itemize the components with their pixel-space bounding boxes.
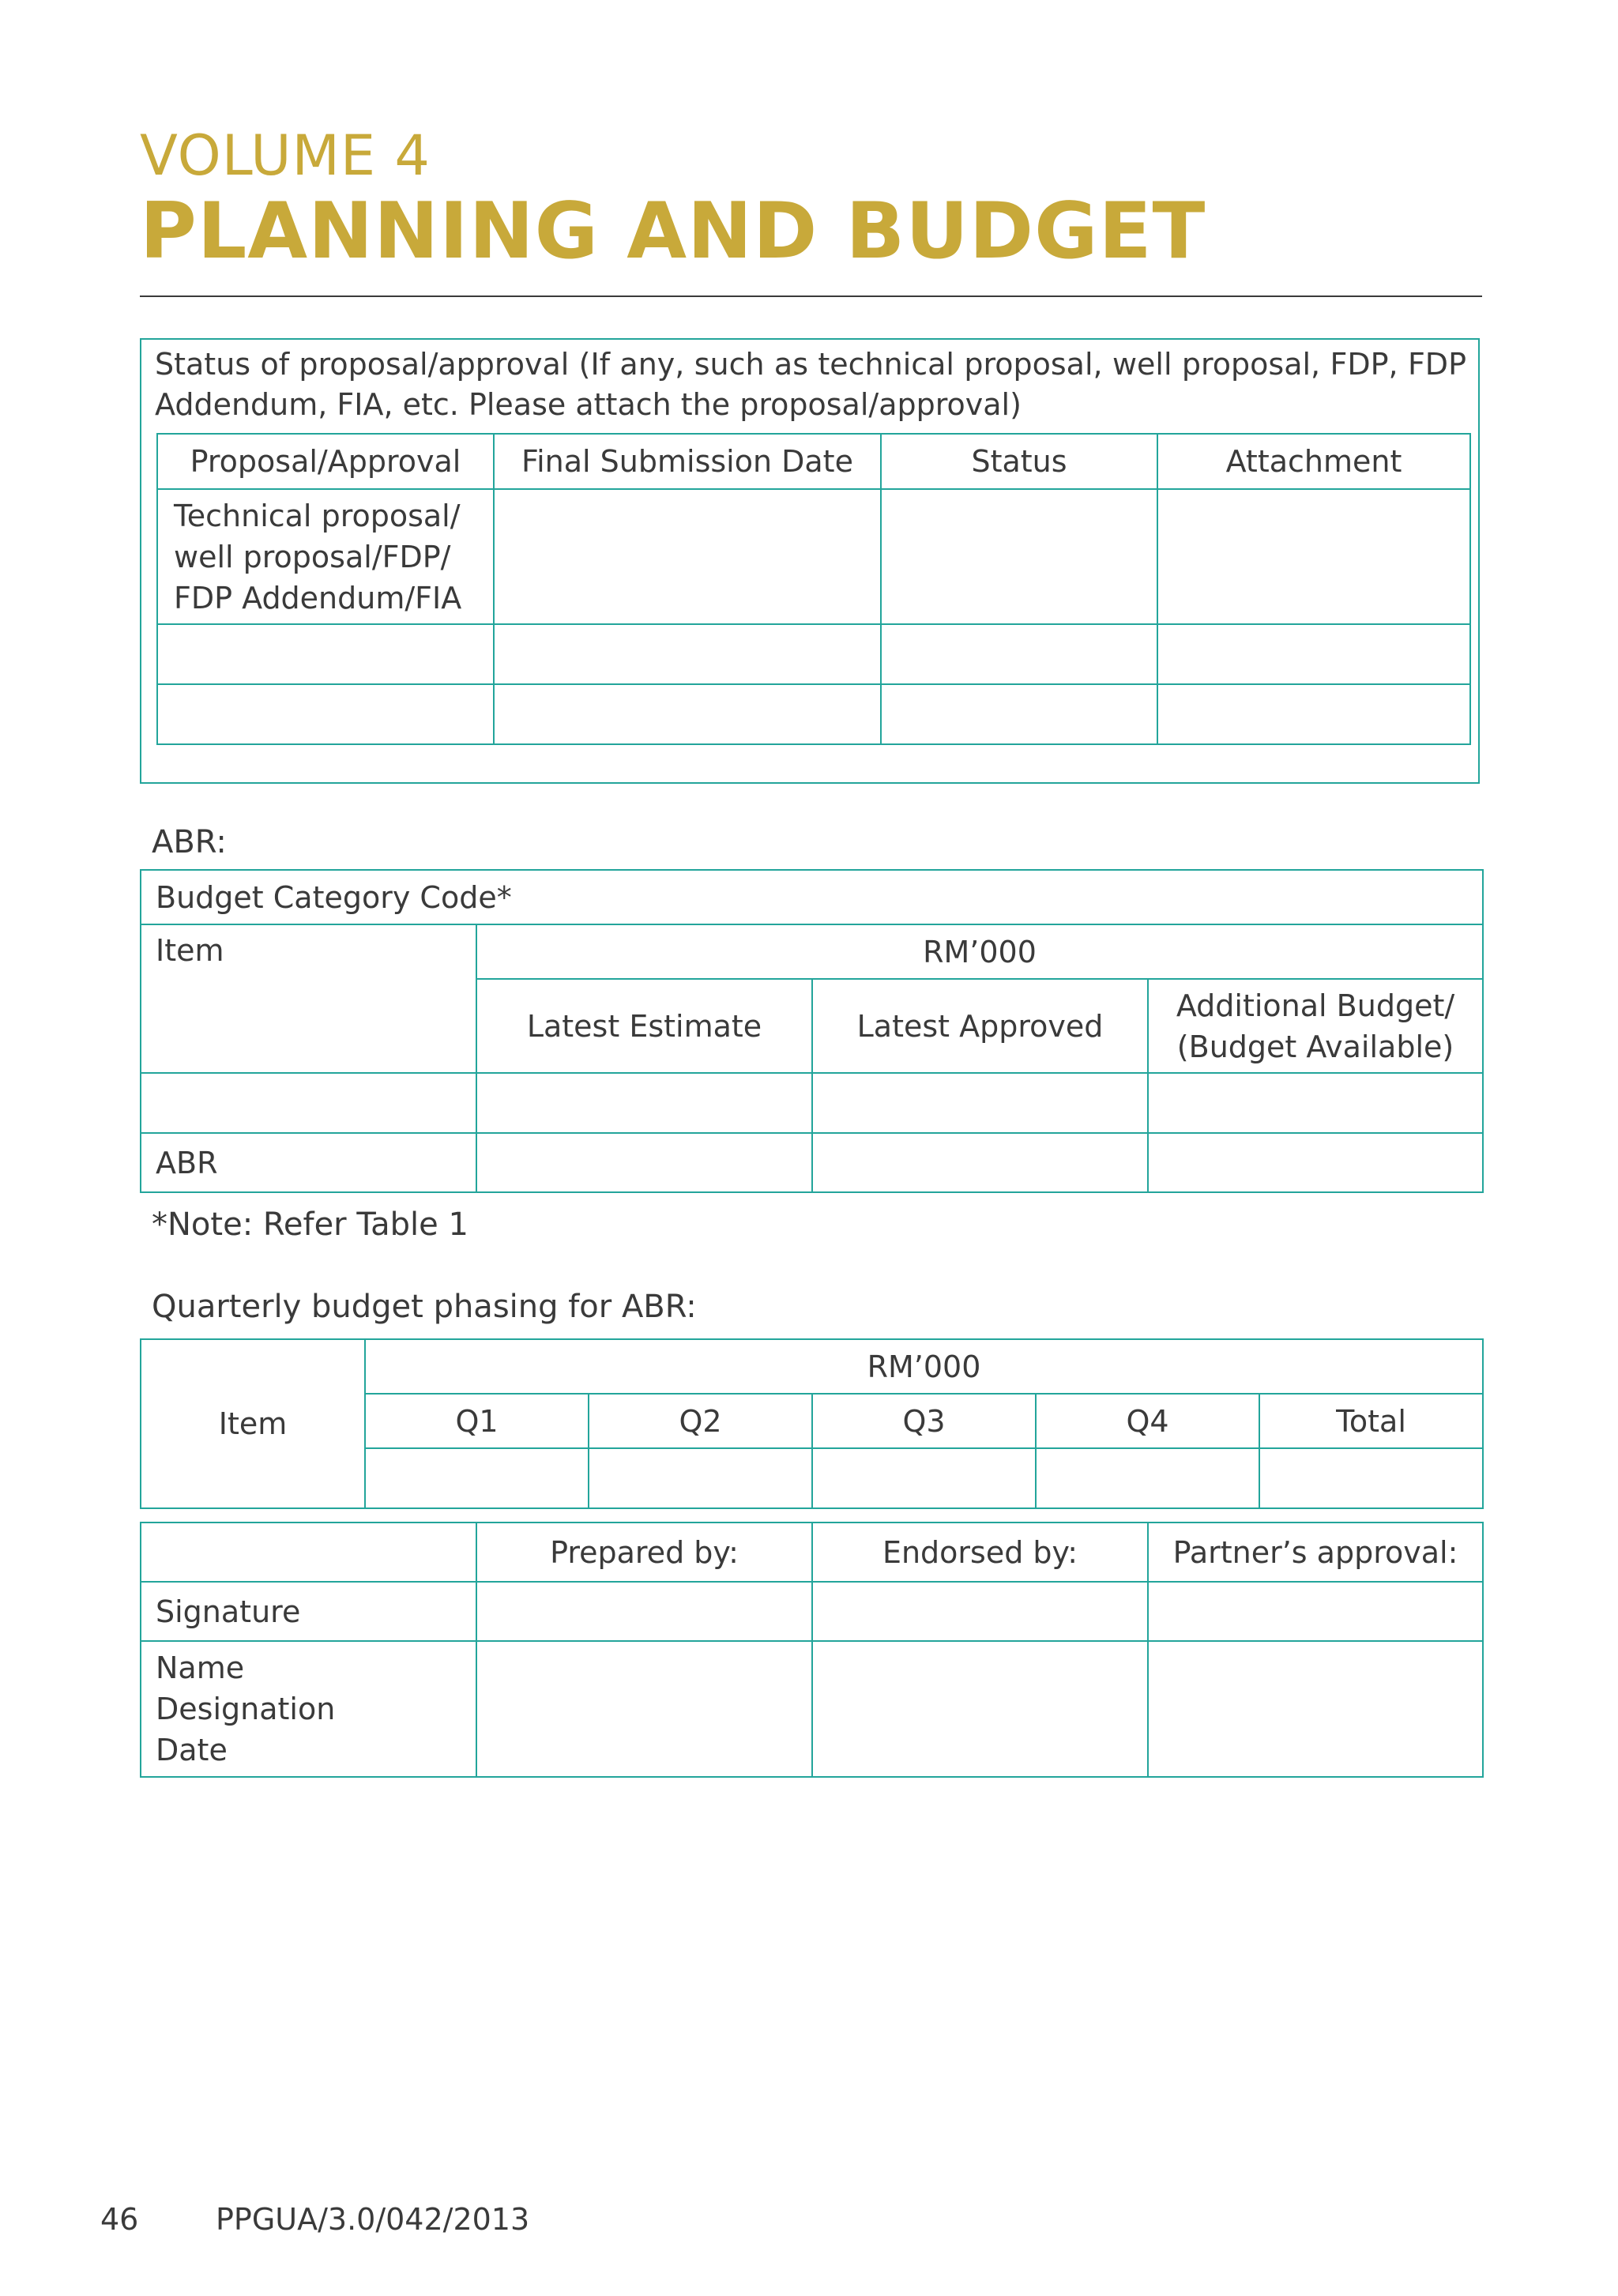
proposal-status-intro: Status of proposal/approval (If any, such as technical proposal, well proposal, FDP, FDP Addendum, FIA, etc. Please attach the proposal/approval) <box>155 347 1466 422</box>
signoff-table <box>140 1522 1484 1778</box>
abr-latest-approved-cell[interactable] <box>812 1133 1148 1192</box>
header-divider <box>140 295 1482 297</box>
col-header-latest-estimate: Latest Estimate <box>476 979 812 1073</box>
status-cell[interactable] <box>881 489 1157 624</box>
document-code: PPGUA/3.0/042/2013 <box>216 2202 530 2237</box>
proposal-type-cell[interactable] <box>157 684 494 744</box>
additional-budget-cell[interactable] <box>1148 1073 1483 1133</box>
attachment-cell[interactable] <box>1157 624 1470 684</box>
final-submission-date-cell[interactable] <box>494 489 881 624</box>
table-row <box>141 1133 1483 1192</box>
q1-cell[interactable] <box>365 1448 589 1508</box>
proposal-table <box>156 433 1471 745</box>
latest-estimate-cell[interactable] <box>476 1073 812 1133</box>
abr-row-label: ABR <box>141 1133 476 1192</box>
abr-table <box>140 869 1484 1193</box>
table-row <box>157 489 1470 624</box>
status-cell[interactable] <box>881 624 1157 684</box>
endorsed-by-details-cell[interactable] <box>812 1641 1148 1777</box>
item-header: Item <box>141 924 476 1073</box>
table-row <box>141 1641 1483 1777</box>
prepared-by-signature-cell[interactable] <box>476 1582 812 1641</box>
name-label: Name <box>156 1650 245 1685</box>
volume-label: VOLUME 4 <box>140 123 431 188</box>
designation-label: Designation <box>156 1692 336 1726</box>
page-title: PLANNING AND BUDGET <box>140 186 1206 277</box>
abr-label: ABR: <box>152 824 227 860</box>
quarterly-label: Quarterly budget phasing for ABR: <box>152 1289 697 1325</box>
endorsed-by-signature-cell[interactable] <box>812 1582 1148 1641</box>
col-header-final-submission-date: Final Submission Date <box>494 434 881 489</box>
signoff-corner-cell <box>141 1523 476 1582</box>
col-header-q4: Q4 <box>1036 1394 1259 1448</box>
abr-latest-estimate-cell[interactable] <box>476 1133 812 1192</box>
table-row <box>141 1582 1483 1641</box>
q2-cell[interactable] <box>589 1448 812 1508</box>
col-header-partners-approval: Partner’s approval: <box>1148 1523 1483 1582</box>
abr-note: *Note: Refer Table 1 <box>152 1206 468 1243</box>
budget-category-code: Budget Category Code* <box>141 870 1483 924</box>
col-header-q2: Q2 <box>589 1394 812 1448</box>
details-labels <box>141 1641 476 1777</box>
attachment-cell[interactable] <box>1157 489 1470 624</box>
table-row <box>157 684 1470 744</box>
col-header-proposal: Proposal/Approval <box>157 434 494 489</box>
col-header-latest-approved: Latest Approved <box>812 979 1148 1073</box>
item-cell[interactable] <box>141 1073 476 1133</box>
partner-details-cell[interactable] <box>1148 1641 1483 1777</box>
q3-cell[interactable] <box>812 1448 1036 1508</box>
prepared-by-details-cell[interactable] <box>476 1641 812 1777</box>
abr-additional-budget-cell[interactable] <box>1148 1133 1483 1192</box>
date-label: Date <box>156 1733 228 1767</box>
latest-approved-cell[interactable] <box>812 1073 1148 1133</box>
col-header-additional-budget: Additional Budget/ (Budget Available) <box>1148 979 1483 1073</box>
quarterly-table <box>140 1338 1484 1509</box>
q4-cell[interactable] <box>1036 1448 1259 1508</box>
signature-label: Signature <box>141 1582 476 1641</box>
col-header-status: Status <box>881 434 1157 489</box>
status-cell[interactable] <box>881 684 1157 744</box>
page-number: 46 <box>100 2202 139 2237</box>
col-header-q1: Q1 <box>365 1394 589 1448</box>
currency-header: RM’000 <box>476 924 1483 979</box>
col-header-endorsed-by: Endorsed by: <box>812 1523 1148 1582</box>
partner-signature-cell[interactable] <box>1148 1582 1483 1641</box>
table-row <box>141 1073 1483 1133</box>
item-header: Item <box>141 1339 365 1508</box>
col-header-q3: Q3 <box>812 1394 1036 1448</box>
currency-header: RM’000 <box>365 1339 1483 1394</box>
proposal-type-cell: Technical proposal/ well proposal/FDP/ FDP Addendum/FIA <box>157 489 494 624</box>
col-header-prepared-by: Prepared by: <box>476 1523 812 1582</box>
proposal-type-cell[interactable] <box>157 624 494 684</box>
total-cell[interactable] <box>1259 1448 1483 1508</box>
col-header-total: Total <box>1259 1394 1483 1448</box>
attachment-cell[interactable] <box>1157 684 1470 744</box>
table-row <box>157 624 1470 684</box>
col-header-attachment: Attachment <box>1157 434 1470 489</box>
final-submission-date-cell[interactable] <box>494 624 881 684</box>
final-submission-date-cell[interactable] <box>494 684 881 744</box>
